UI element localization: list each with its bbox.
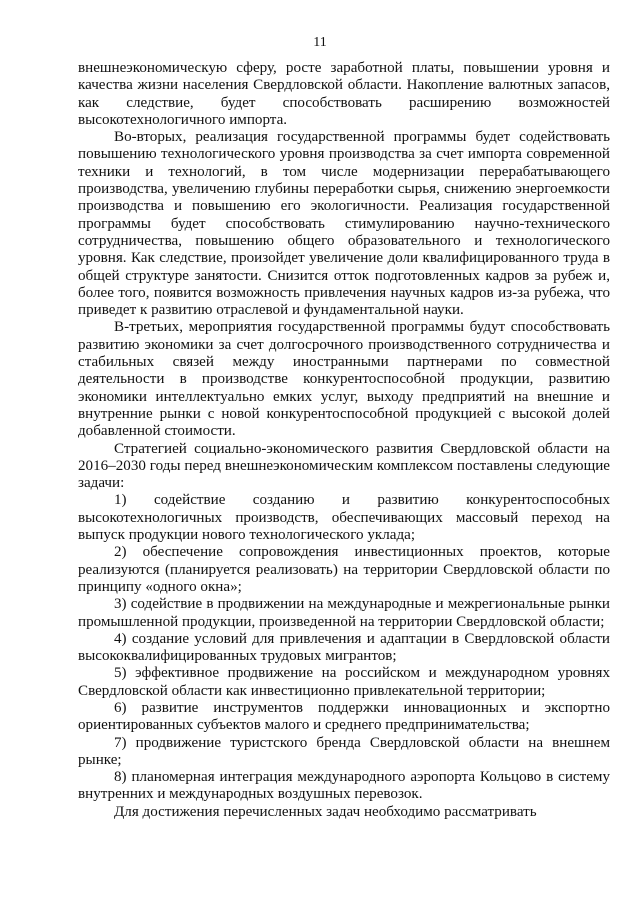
list-item: 5) эффективное продвижение на российском и международном уровнях Свердловской области как инвестиционно привлекательной территории; <box>78 665 610 699</box>
paragraph: Для достижения перечисленных задач необходимо рассматривать <box>114 803 537 820</box>
page-number: 11 <box>313 35 327 50</box>
paragraph: В-третьих, мероприятия государственной программы будут способствовать развитию экономики за счет долгосрочного производственного сотрудничества и стабильных связей между иностранными партнерами по совместной деятельности в производстве конкурентоспособной продукции, развитию экономики интеллектуально емких услуг, выходу предприятий на внешние и внутренние рынки с новой конкурентоспособной продукцией с высокой долей добавленной стоимости. <box>78 319 610 440</box>
list-item: 3) содействие в продвижении на международные и межрегиональные рынки промышленной продукции, произведенной на территории Свердловской области; <box>78 596 610 630</box>
paragraph: внешнеэкономическую сферу, росте заработной платы, повышении уровня и качества жизни населения Свердловской области. Накопление валютных запасов, как следствие, будет способствовать расширению возможностей высокотехнологичного импорта. <box>78 60 610 128</box>
list-item: 6) развитие инструментов поддержки инновационных и экспортно ориентированных субъектов малого и среднего предпринимательства; <box>78 699 610 734</box>
paragraph: Стратегией социально-экономического развития Свердловской области на 2016–2030 годы перед внешнеэкономическим комплексом поставлены следующие задачи: <box>78 440 610 492</box>
list-item: 4) создание условий для привлечения и адаптации в Свердловской области высококвалифицированных трудовых мигрантов; <box>78 630 610 665</box>
list-item: 1) содействие созданию и развитию конкурентоспособных высокотехнологичных производств, обеспечивающих массовый переход на выпуск продукции нового технологического уклада; <box>78 492 610 544</box>
document-body <box>78 60 610 821</box>
list-item: 2) обеспечение сопровождения инвестиционных проектов, которые реализуются (планируется реализовать) на территории Свердловской области по принципу «одного окна»; <box>78 544 610 595</box>
paragraph: Во-вторых, реализация государственной программы будет содействовать повышению технологического уровня производства за счет импорта современной техники и технологий, в том числе модернизации перерабатывающего производства, увеличению глубины переработки сырья, снижению энергоемкости производства и повышению его экологичности. Реализация государственной программы будет способствовать стимулированию научно-технического сотрудничества, повышению общего образовательного и технологического уровня. Как следствие, произойдет увеличение доли квалифицированного труда в общей структуре занятости. Снизится отток подготовленных кадров за рубеж и, более того, появится возможность привлечения научных кадров из-за рубежа, что приведет к развитию отраслевой и фундаментальной науки. <box>78 129 610 319</box>
list-item: 8) планомерная интеграция международного аэропорта Кольцово в систему внутренних и международных воздушных перевозок. <box>78 769 610 803</box>
list-item: 7) продвижение туристского бренда Свердловской области на внешнем рынке; <box>78 734 610 768</box>
